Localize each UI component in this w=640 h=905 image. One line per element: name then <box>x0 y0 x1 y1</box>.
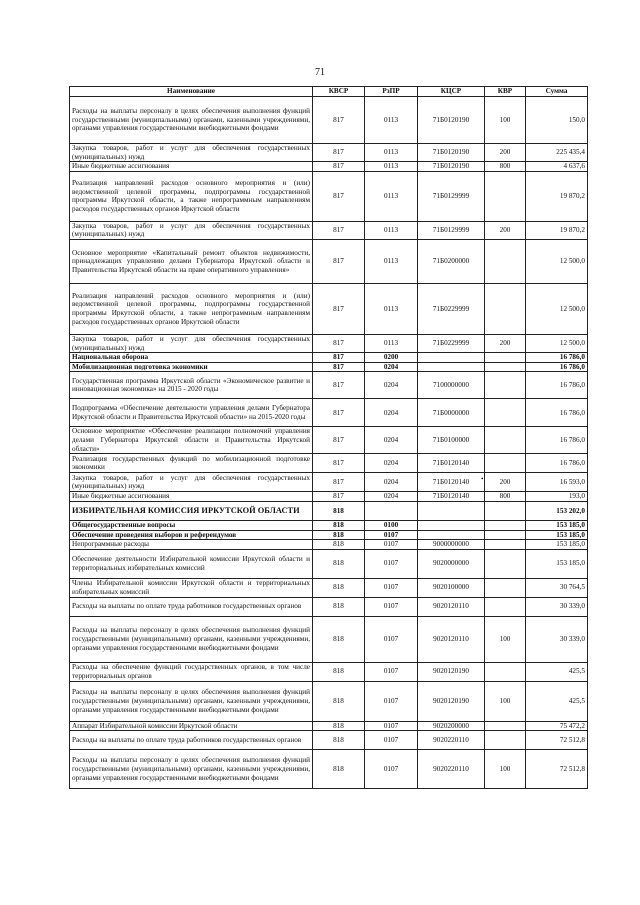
cell-kvr: 800 <box>485 162 526 172</box>
cell-sum: 30 339,0 <box>526 616 588 662</box>
cell-kvr <box>485 540 526 550</box>
cell-kcsr: 9020000000 <box>418 549 485 578</box>
cell-rzpr: 0107 <box>365 597 418 616</box>
cell-kvsr: 817 <box>313 473 365 492</box>
cell-kvr <box>485 239 526 283</box>
cell-sum: 153 202,0 <box>526 501 588 520</box>
table-row <box>70 97 588 144</box>
cell-name: Обеспечение деятельности Избирательной комиссии Иркутской области и территориальных избирательных комиссий <box>70 549 313 578</box>
cell-rzpr: 0113 <box>365 97 418 144</box>
header-kcsr: КЦСР <box>418 87 485 97</box>
table-row <box>70 353 588 363</box>
cell-name: Закупка товаров, работ и услуг для обеспечения государственных (муниципальных) нужд <box>70 221 313 239</box>
table-row <box>70 362 588 372</box>
cell-sum: 12 500,0 <box>526 283 588 334</box>
cell-kvsr: 817 <box>313 362 365 372</box>
cell-kvsr: 818 <box>313 520 365 530</box>
cell-kcsr: 7100000000 <box>418 372 485 399</box>
table-row <box>70 372 588 399</box>
cell-kcsr: 9020120190 <box>418 681 485 721</box>
cell-rzpr: 0204 <box>365 427 418 454</box>
cell-sum: 425,5 <box>526 681 588 721</box>
table-row <box>70 427 588 454</box>
table-row <box>70 239 588 283</box>
cell-name: Расходы на обеспечение функций государственных органов, в том числе территориальных органов <box>70 662 313 681</box>
cell-kcsr: 71Б0120140 <box>418 454 485 473</box>
page-number: 71 <box>315 67 325 78</box>
cell-sum: 193,0 <box>526 492 588 502</box>
cell-kvsr: 817 <box>313 372 365 399</box>
cell-sum: 153 185,0 <box>526 540 588 550</box>
cell-name: Иные бюджетные ассигнования <box>70 162 313 172</box>
cell-kvr: 100 <box>485 750 526 789</box>
cell-rzpr: 0113 <box>365 144 418 162</box>
cell-name: Расходы на выплаты персоналу в целях обеспечения выполнения функций государственными (муниципальными) органами, казенными учреждениями, органами управления государственными внебюджетными фондами <box>70 750 313 789</box>
table-row <box>70 530 588 540</box>
table-row <box>70 492 588 502</box>
cell-rzpr: 0113 <box>365 162 418 172</box>
cell-kcsr <box>418 362 485 372</box>
cell-rzpr: 0113 <box>365 171 418 221</box>
cell-sum: 425,5 <box>526 662 588 681</box>
cell-name: Расходы на выплаты персоналу в целях обеспечения выполнения функций государственными (муниципальными) органами, казенными учреждениями, органами управления государственными внебюджетными фондами <box>70 97 313 144</box>
table-body <box>70 97 588 789</box>
cell-rzpr: 0107 <box>365 750 418 789</box>
cell-sum: 16 593,0 <box>526 473 588 492</box>
cell-sum: 16 786,0 <box>526 454 588 473</box>
cell-kvr <box>485 597 526 616</box>
cell-kvsr: 817 <box>313 239 365 283</box>
cell-kvr <box>485 399 526 427</box>
cell-sum: 30 764,5 <box>526 578 588 597</box>
cell-kvsr: 818 <box>313 662 365 681</box>
table-row <box>70 597 588 616</box>
stray-mark: • <box>481 475 484 483</box>
table-row <box>70 473 588 492</box>
cell-name: Национальная оборона <box>70 353 313 363</box>
cell-kcsr: 71Б0120190 <box>418 144 485 162</box>
cell-kvr <box>485 353 526 363</box>
cell-name: Расходы на выплаты по оплате труда работников государственных органов <box>70 731 313 750</box>
cell-rzpr: 0204 <box>365 454 418 473</box>
cell-kvr: 800 <box>485 492 526 502</box>
cell-kcsr: 9020120110 <box>418 616 485 662</box>
cell-kvr: 200 <box>485 334 526 352</box>
cell-kcsr: 71Б0120190 <box>418 162 485 172</box>
cell-name: Закупка товаров, работ и услуг для обеспечения государственных (муниципальных) нужд <box>70 334 313 352</box>
cell-sum: 16 786,0 <box>526 362 588 372</box>
cell-name: Реализация государственных функций по мобилизационной подготовке экономики <box>70 454 313 473</box>
table-row <box>70 221 588 239</box>
cell-kcsr <box>418 353 485 363</box>
cell-name: Общегосударственные вопросы <box>70 520 313 530</box>
cell-kvsr: 817 <box>313 162 365 172</box>
cell-kcsr: 71Б0200000 <box>418 239 485 283</box>
cell-rzpr: 0204 <box>365 362 418 372</box>
cell-kvsr: 818 <box>313 597 365 616</box>
cell-rzpr: 0200 <box>365 353 418 363</box>
cell-sum: 12 500,0 <box>526 334 588 352</box>
cell-kvsr: 817 <box>313 427 365 454</box>
cell-kcsr: 71Б0129999 <box>418 171 485 221</box>
cell-name: Закупка товаров, работ и услуг для обеспечения государственных (муниципальных) нужд <box>70 144 313 162</box>
cell-name: Государственная программа Иркутской области «Экономическое развитие и инновационная экономика» на 2015 - 2020 годы <box>70 372 313 399</box>
cell-kvr: 100 <box>485 616 526 662</box>
cell-kvsr: 817 <box>313 97 365 144</box>
cell-kvsr: 818 <box>313 530 365 540</box>
cell-name: Реализация направлений расходов основного мероприятия и (или) ведомственной целевой программы, подпрограммы государственной программы Иркутской области, а также непрограммным направлениям расходов государственных органов Иркутской области <box>70 171 313 221</box>
cell-kvsr: 818 <box>313 616 365 662</box>
table-row <box>70 283 588 334</box>
cell-rzpr: 0107 <box>365 721 418 731</box>
cell-rzpr: 0204 <box>365 372 418 399</box>
cell-rzpr: 0107 <box>365 578 418 597</box>
cell-kcsr: 9020120190 <box>418 662 485 681</box>
table-row <box>70 731 588 750</box>
cell-rzpr: 0204 <box>365 492 418 502</box>
cell-name: Реализация направлений расходов основного мероприятия и (или) ведомственной целевой программы, подпрограммы государственной программы Иркутской области, а также непрограммным направлениям расходов государственных органов Иркутской области <box>70 283 313 334</box>
cell-kcsr: 71Б0120190 <box>418 97 485 144</box>
cell-kcsr: 71Б0229999 <box>418 283 485 334</box>
cell-sum: 75 472,2 <box>526 721 588 731</box>
cell-name: Непрограммные расходы <box>70 540 313 550</box>
cell-name: Расходы на выплаты персоналу в целях обеспечения выполнения функций государственными (муниципальными) органами, казенными учреждениями, органами управления государственными внебюджетными фондами <box>70 616 313 662</box>
cell-name: Расходы на выплаты персоналу в целях обеспечения выполнения функций государственными (муниципальными) органами, казенными учреждениями, органами управления государственными внебюджетными фондами <box>70 681 313 721</box>
cell-kvsr: 817 <box>313 334 365 352</box>
table-row <box>70 454 588 473</box>
table-row <box>70 662 588 681</box>
cell-kvsr: 817 <box>313 399 365 427</box>
cell-kvr <box>485 520 526 530</box>
table-row <box>70 616 588 662</box>
cell-kvsr: 818 <box>313 681 365 721</box>
table-row <box>70 540 588 550</box>
cell-kvr <box>485 372 526 399</box>
cell-kvsr: 817 <box>313 454 365 473</box>
table-header <box>70 87 588 97</box>
cell-sum: 19 870,2 <box>526 221 588 239</box>
cell-rzpr: 0107 <box>365 681 418 721</box>
budget-table <box>69 86 588 789</box>
cell-kcsr: 9020200000 <box>418 721 485 731</box>
cell-kcsr <box>418 520 485 530</box>
cell-name: Мобилизационная подготовка экономики <box>70 362 313 372</box>
header-name: Наименование <box>70 87 313 97</box>
cell-kvsr: 818 <box>313 549 365 578</box>
cell-kvr <box>485 662 526 681</box>
cell-sum: 153 185,0 <box>526 549 588 578</box>
cell-name: Расходы на выплаты по оплате труда работников государственных органов <box>70 597 313 616</box>
cell-kvr <box>485 427 526 454</box>
cell-kcsr <box>418 530 485 540</box>
cell-rzpr: 0113 <box>365 239 418 283</box>
cell-sum: 72 512,8 <box>526 731 588 750</box>
cell-name: Аппарат Избирательной комиссии Иркутской области <box>70 721 313 731</box>
cell-sum: 16 786,0 <box>526 427 588 454</box>
cell-rzpr: 0107 <box>365 549 418 578</box>
cell-rzpr: 0107 <box>365 662 418 681</box>
table-row <box>70 681 588 721</box>
cell-kvr: 100 <box>485 681 526 721</box>
cell-kcsr: 71Б0120140 <box>418 473 485 492</box>
table-row <box>70 578 588 597</box>
header-kvsr: КВСР <box>313 87 365 97</box>
cell-sum: 4 637,6 <box>526 162 588 172</box>
cell-kcsr: 71Б0100000 <box>418 427 485 454</box>
table-row <box>70 144 588 162</box>
cell-name: Иные бюджетные ассигнования <box>70 492 313 502</box>
cell-kcsr: 71Б0229999 <box>418 334 485 352</box>
cell-kvsr: 817 <box>313 221 365 239</box>
table-row <box>70 399 588 427</box>
header-sum: Сумма <box>526 87 588 97</box>
cell-sum: 30 339,0 <box>526 597 588 616</box>
cell-kvr <box>485 501 526 520</box>
cell-rzpr: 0107 <box>365 616 418 662</box>
cell-kvr <box>485 549 526 578</box>
cell-kvr <box>485 283 526 334</box>
cell-rzpr: 0100 <box>365 520 418 530</box>
cell-rzpr: 0107 <box>365 731 418 750</box>
cell-name: Основное мероприятие «Капитальный ремонт объектов недвижимости, принадлежащих управлению делами Губернатора Иркутской области и Правительства Иркутской области на праве оперативного управления» <box>70 239 313 283</box>
cell-rzpr: 0107 <box>365 530 418 540</box>
table-row <box>70 171 588 221</box>
cell-sum: 72 512,8 <box>526 750 588 789</box>
cell-kcsr: 9000000000 <box>418 540 485 550</box>
table-row <box>70 501 588 520</box>
cell-kvr <box>485 578 526 597</box>
cell-sum: 225 435,4 <box>526 144 588 162</box>
cell-name: Члены Избирательной комиссии Иркутской области и территориальных избирательных комиссий <box>70 578 313 597</box>
cell-rzpr: 0204 <box>365 399 418 427</box>
cell-name: Закупка товаров, работ и услуг для обеспечения государственных (муниципальных) нужд <box>70 473 313 492</box>
cell-kcsr: 9020120110 <box>418 597 485 616</box>
cell-sum: 16 786,0 <box>526 399 588 427</box>
cell-kcsr <box>418 501 485 520</box>
cell-kvsr: 817 <box>313 144 365 162</box>
cell-name: Обеспечение проведения выборов и референдумов <box>70 530 313 540</box>
cell-kvr: 100 <box>485 97 526 144</box>
cell-kcsr: 9020100000 <box>418 578 485 597</box>
cell-kvsr: 818 <box>313 750 365 789</box>
cell-sum: 153 185,0 <box>526 530 588 540</box>
table-row <box>70 549 588 578</box>
cell-kvr: 200 <box>485 144 526 162</box>
cell-name: Основное мероприятие «Обеспечение реализации полномочий управления делами Губернатора Иркутской области и Правительства Иркутской области» <box>70 427 313 454</box>
cell-sum: 16 786,0 <box>526 353 588 363</box>
table-row <box>70 334 588 352</box>
cell-kvr <box>485 731 526 750</box>
cell-name: Подпрограмма «Обеспечение деятельности управления делами Губернатора Иркутской области и Правительства Иркутской области» на 2015-2020 годы <box>70 399 313 427</box>
cell-kvsr: 818 <box>313 721 365 731</box>
cell-kcsr: 9020220110 <box>418 731 485 750</box>
cell-kvr: 200 <box>485 473 526 492</box>
header-rzpr: РзПР <box>365 87 418 97</box>
cell-kvr <box>485 530 526 540</box>
cell-rzpr: 0204 <box>365 473 418 492</box>
cell-kvr <box>485 171 526 221</box>
cell-kvsr: 817 <box>313 492 365 502</box>
cell-sum: 19 870,2 <box>526 171 588 221</box>
cell-name: ИЗБИРАТЕЛЬНАЯ КОМИССИЯ ИРКУТСКОЙ ОБЛАСТИ <box>70 501 313 520</box>
table-row <box>70 520 588 530</box>
table-row <box>70 750 588 789</box>
cell-kvsr: 817 <box>313 171 365 221</box>
cell-kvr <box>485 362 526 372</box>
cell-kcsr: 71Б0120140 <box>418 492 485 502</box>
cell-sum: 150,0 <box>526 97 588 144</box>
cell-kvsr: 817 <box>313 353 365 363</box>
cell-kvsr: 818 <box>313 540 365 550</box>
cell-kcsr: 9020220110 <box>418 750 485 789</box>
cell-kvr: 200 <box>485 221 526 239</box>
cell-rzpr <box>365 501 418 520</box>
cell-kvsr: 817 <box>313 283 365 334</box>
cell-kvr <box>485 721 526 731</box>
cell-kvsr: 818 <box>313 731 365 750</box>
cell-rzpr: 0113 <box>365 283 418 334</box>
cell-sum: 16 786,0 <box>526 372 588 399</box>
cell-rzpr: 0113 <box>365 221 418 239</box>
cell-kvsr: 818 <box>313 501 365 520</box>
cell-kcsr: 71Б0000000 <box>418 399 485 427</box>
cell-rzpr: 0107 <box>365 540 418 550</box>
cell-sum: 12 500,0 <box>526 239 588 283</box>
table-row <box>70 162 588 172</box>
cell-sum: 153 185,0 <box>526 520 588 530</box>
cell-rzpr: 0113 <box>365 334 418 352</box>
table-row <box>70 721 588 731</box>
cell-kcsr: 71Б0129999 <box>418 221 485 239</box>
cell-kvr <box>485 454 526 473</box>
header-kvr: КВР <box>485 87 526 97</box>
cell-kvsr: 818 <box>313 578 365 597</box>
